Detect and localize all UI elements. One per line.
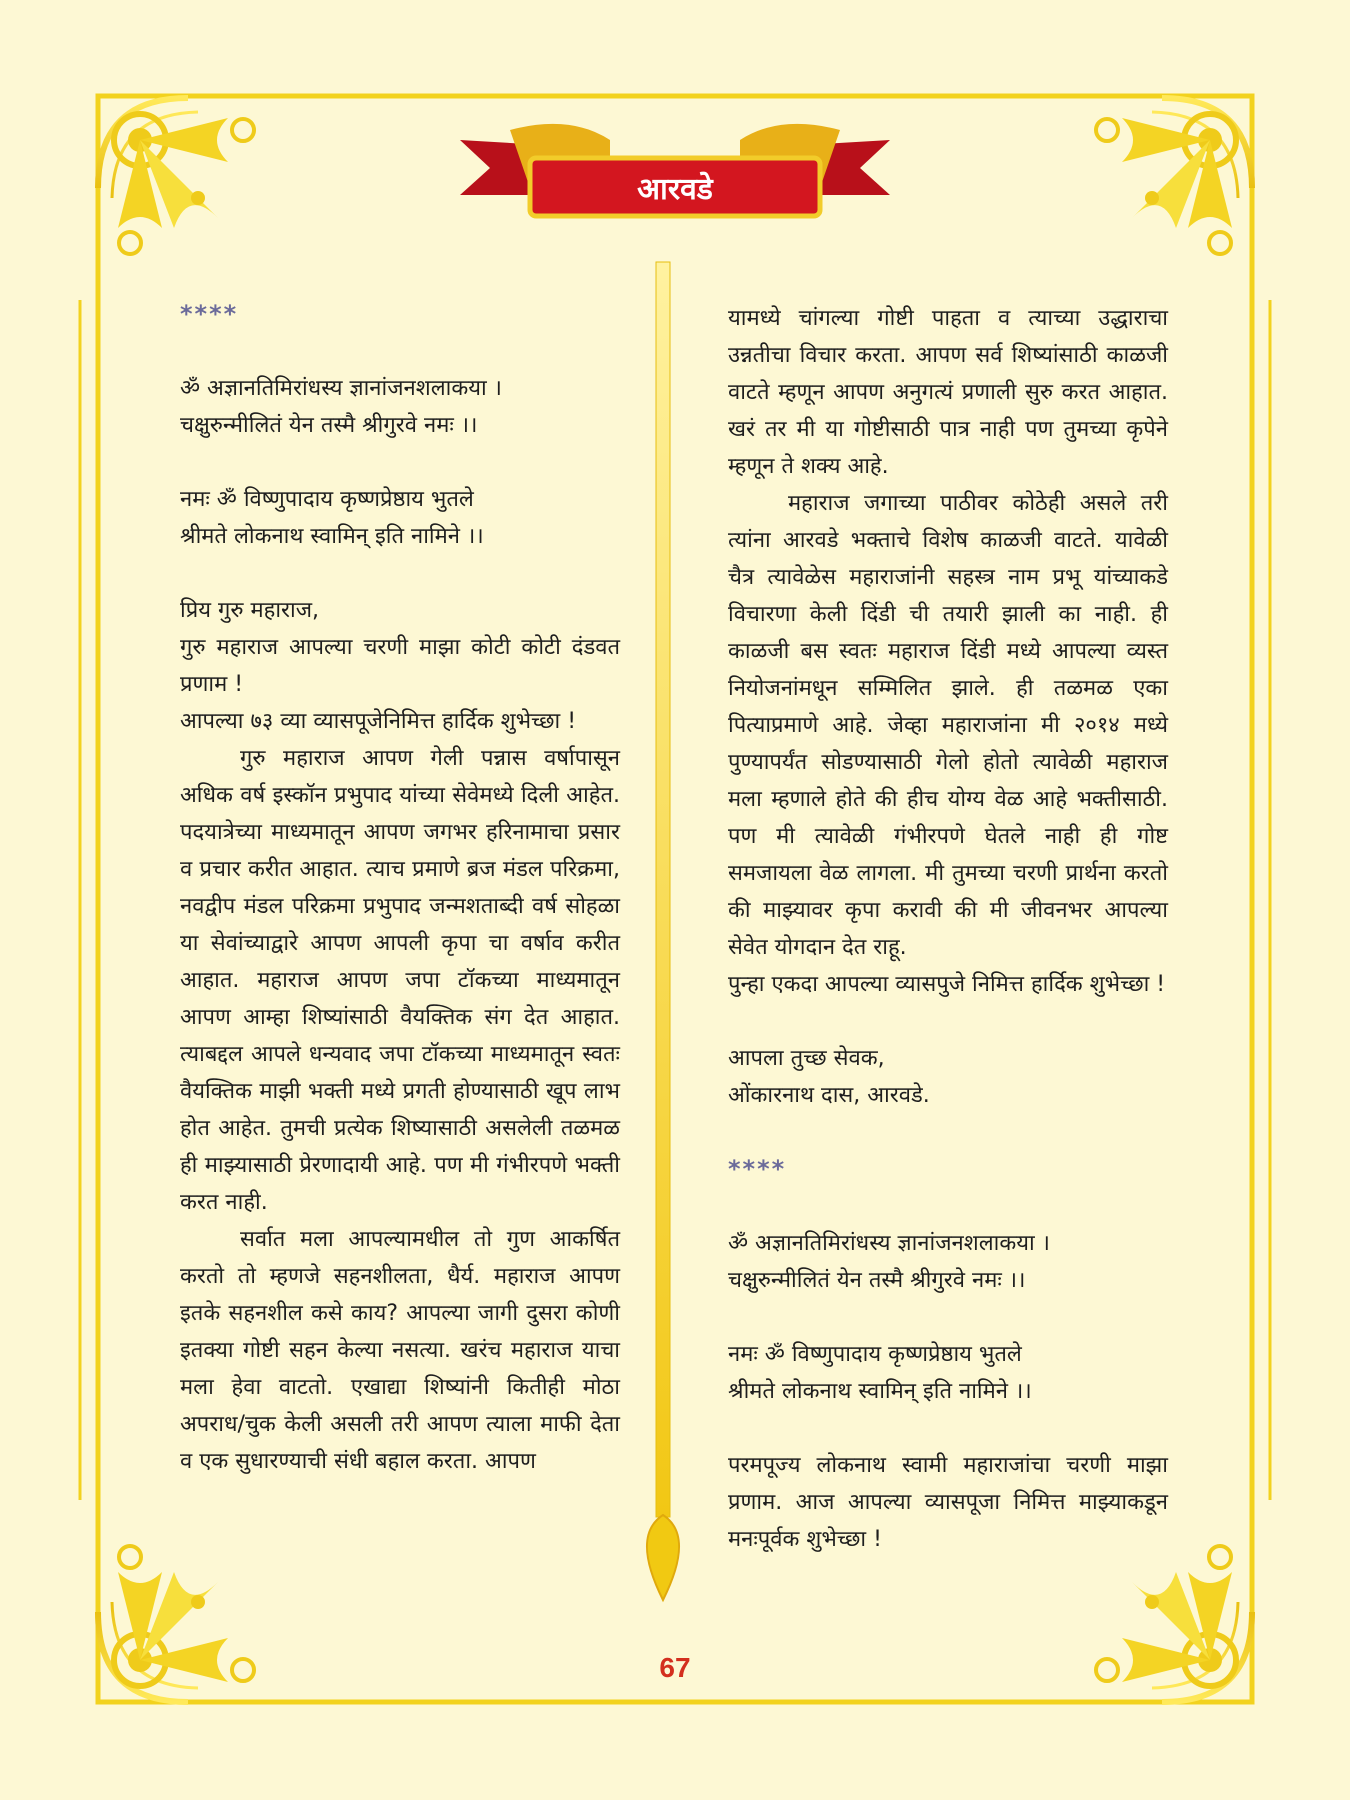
- page-title: आरवडे: [637, 172, 713, 207]
- left-column: [180, 296, 620, 1480]
- mantra-line: श्रीमते लोकनाथ स्वामिन् इति नामिने ।।: [180, 524, 484, 549]
- paragraph: महाराज जगाच्या पाठीवर कोठेही असले तरी त्यांना आरवडे भक्ताचे विशेष काळजी वाटते. यावेळी चैत्र त्यावेळेस महाराजांनी सहस्त्र नाम प्रभू यांच्याकडे विचारणा केली दिंडी ची तयारी झाली का नाही. ही काळजी बस स्वतः महाराज दिंडी मध्ये आपल्या व्यस्त नियोजनांमधून सम्मिलित झाले. ही तळमळ एका पित्याप्रमाणे आहे. जेव्हा महाराजांना मी २०१४ मध्ये पुण्यापर्यंत सोडण्यासाठी गेलो होतो त्यावेळी महाराज मला म्हणाले होते की हीच योग्य वेळ आहे भक्तीसाठी. पण मी त्यावेळी गंभीरपणे घेतले नाही ही गोष्ट समजायला वेळ लागला. मी तुमच्या चरणी प्रार्थना करतो की माझ्यावर कृपा करावी की मी जीवनभर आपल्या सेवेत योगदान देत राहू.: [728, 491, 1168, 960]
- paragraph: सर्वात मला आपल्यामधील तो गुण आकर्षित करतो तो म्हणजे सहनशीलता, धैर्य. महाराज आपण इतके सहनशील कसे काय? आपल्या जागी दुसरा कोणी इतक्या गोष्टी सहन केल्या नसत्या. खरंच महाराज याचा मला हेवा वाटतो. एखाद्या शिष्यांनी कितीही मोठा अपराध/चुक केली असली तरी आपण त्याला माफी देता व एक सुधारण्याची संधी बहाल करता. आपण: [180, 1227, 620, 1474]
- mantra-line: नमः ॐ विष्णुपादाय कृष्णप्रेष्ठाय भुतले: [180, 487, 474, 512]
- mantra-line: चक्षुरुन्मीलितं येन तस्मै श्रीगुरवे नमः ।।: [180, 413, 478, 438]
- right-column: [728, 300, 1168, 1558]
- paragraph: आपल्या ७३ व्या व्यासपूजेनिमित्त हार्दिक शुभेच्छा !: [180, 709, 577, 734]
- salutation: प्रिय गुरु महाराज,: [180, 598, 320, 623]
- mantra-line: चक्षुरुन्मीलितं येन तस्मै श्रीगुरवे नमः ।।: [728, 1268, 1026, 1293]
- stars-divider: ****: [180, 300, 239, 328]
- paragraph: यामध्ये चांगल्या गोष्टी पाहता व त्याच्या उद्धाराचा उन्नतीचा विचार करता. आपण सर्व शिष्यांसाठी काळजी वाटते म्हणून आपण अनुगत्यं प्रणाली सुरु करत आहात. खरं तर मी या गोष्टीसाठी पात्र नाही पण तुमच्या कृपेने म्हणून ते शक्य आहे.: [728, 306, 1168, 479]
- signature: ओंकारनाथ दास, आरवडे.: [728, 1083, 930, 1108]
- paragraph: पुन्हा एकदा आपल्या व्यासपुजे निमित्त हार्दिक शुभेच्छा !: [728, 972, 1166, 997]
- paragraph: गुरु महाराज आपल्या चरणी माझा कोटी कोटी दंडवत प्रणाम !: [180, 635, 620, 697]
- page-number: 67: [659, 1652, 691, 1683]
- mantra-line: ॐ अज्ञानतिमिरांधस्य ज्ञानांजनशलाकया ।: [180, 376, 503, 401]
- closing: आपला तुच्छ सेवक,: [728, 1046, 885, 1071]
- stars-divider: ****: [728, 1155, 787, 1183]
- mantra-line: ॐ अज्ञानतिमिरांधस्य ज्ञानांजनशलाकया ।: [728, 1231, 1051, 1256]
- mantra-line: श्रीमते लोकनाथ स्वामिन् इति नामिने ।।: [728, 1379, 1032, 1404]
- mantra-line: नमः ॐ विष्णुपादाय कृष्णप्रेष्ठाय भुतले: [728, 1342, 1022, 1367]
- paragraph: गुरु महाराज आपण गेली पन्नास वर्षापासून अधिक वर्ष इस्कॉन प्रभुपाद यांच्या सेवेमध्ये दिली आहेत. पदयात्रेच्या माध्यमातून आपण जगभर हरिनामाचा प्रसार व प्रचार करीत आहात. त्याच प्रमाणे ब्रज मंडल परिक्रमा, नवद्वीप मंडल परिक्रमा प्रभुपाद जन्मशताब्दी वर्ष सोहळा या सेवांच्याद्वारे आपण आपली कृपा चा वर्षाव करीत आहात. महाराज आपण जपा टॉकच्या माध्यमातून आपण आम्हा शिष्यांसाठी वैयक्तिक संग देत आहात. त्याबद्दल आपले धन्यवाद जपा टॉकच्या माध्यमातून स्वतः वैयक्तिक माझी भक्ती मध्ये प्रगती होण्यासाठी खूप लाभ होत आहेत. तुमची प्रत्येक शिष्यासाठी असलेली तळमळ ही माझ्यासाठी प्रेरणादायी आहे. पण मी गंभीरपणे भक्ती करत नाही.: [180, 746, 620, 1215]
- paragraph: परमपूज्य लोकनाथ स्वामी महाराजांचा चरणी माझा प्रणाम. आज आपल्या व्यासपूजा निमित्त माझ्याकडून मनःपूर्वक शुभेच्छा !: [728, 1453, 1168, 1552]
